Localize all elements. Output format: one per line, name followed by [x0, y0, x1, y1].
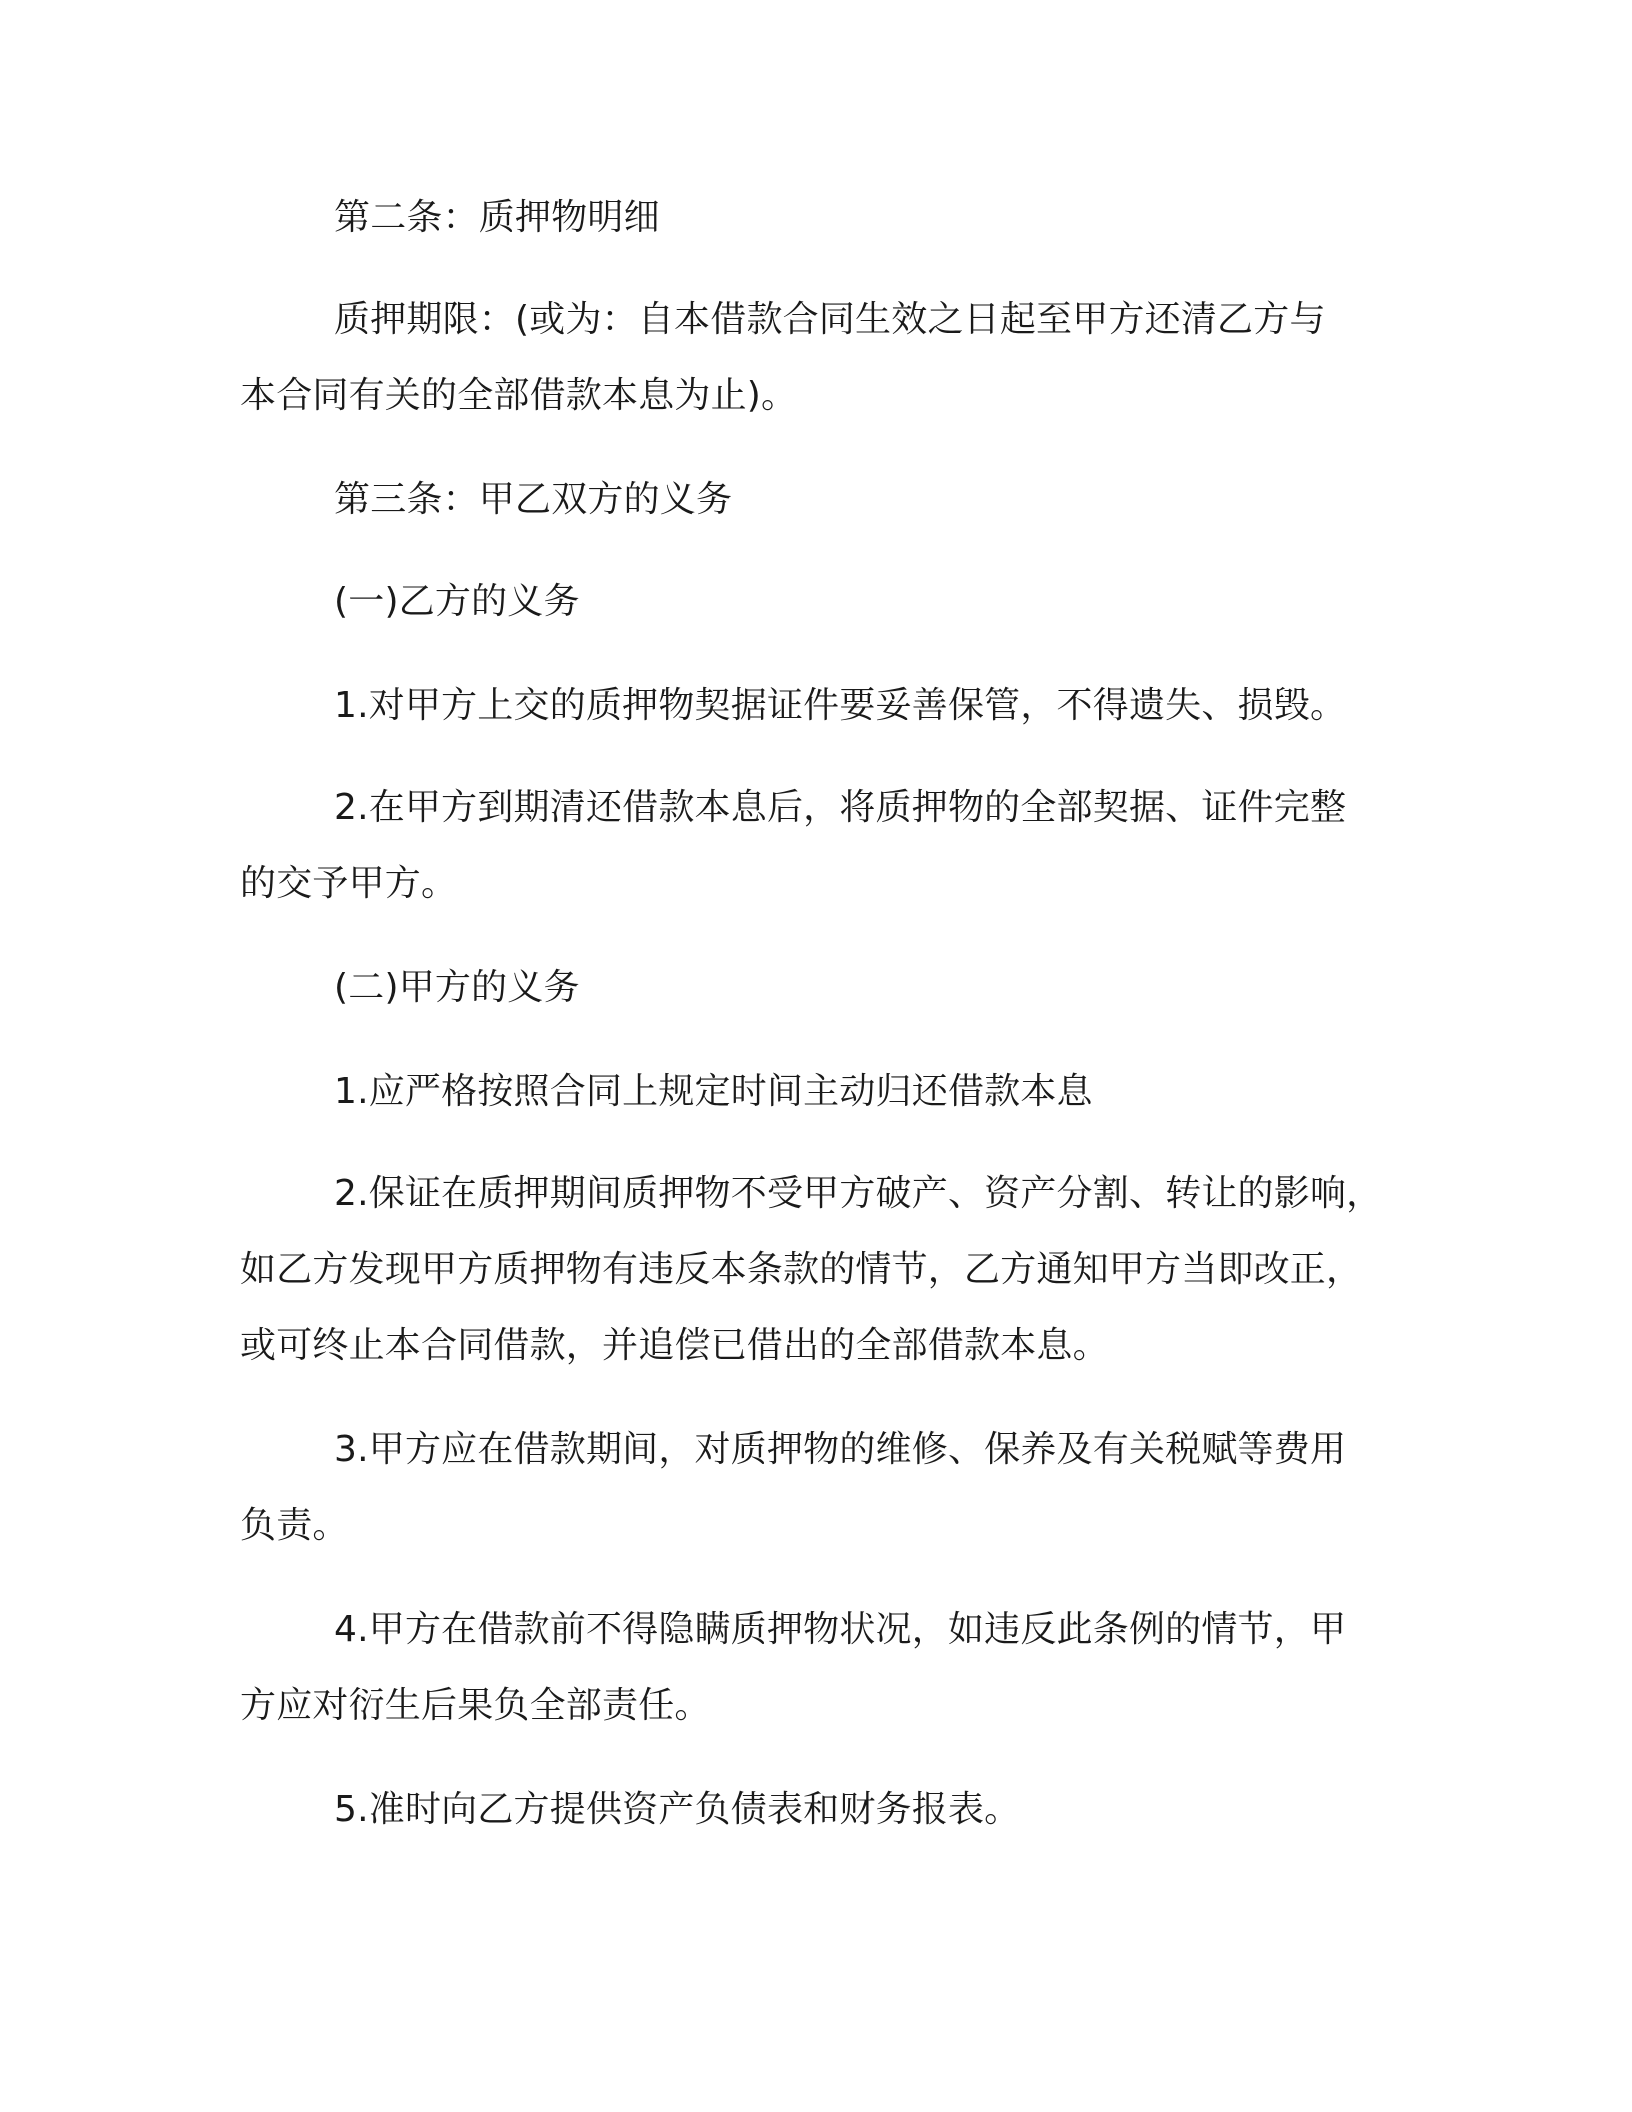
party-a-item-3-line-1: 3.甲方应在借款期间，对质押物的维修、保养及有关税赋等费用 [334, 1429, 1347, 1470]
article2-heading: 第二条：质押物明细 [334, 197, 660, 238]
party-b-obligations-heading: (一)乙方的义务 [334, 581, 580, 622]
party-a-item-2-line-1: 2.保证在质押期间质押物不受甲方破产、资产分割、转让的影响， [334, 1173, 1383, 1214]
pledge-term-line-1: 质押期限：(或为：自本借款合同生效之日起至甲方还清乙方与 [334, 299, 1326, 340]
article3-heading: 第三条：甲乙双方的义务 [334, 479, 733, 520]
party-b-item-2-line-2: 的交予甲方。 [240, 863, 458, 904]
party-a-item-4-line-1: 4.甲方在借款前不得隐瞒质押物状况，如违反此条例的情节，甲 [334, 1609, 1347, 1650]
party-a-item-2-line-2: 如乙方发现甲方质押物有违反本条款的情节，乙方通知甲方当即改正， [240, 1249, 1363, 1290]
party-a-item-1: 1.应严格按照合同上规定时间主动归还借款本息 [334, 1071, 1093, 1112]
party-a-item-5: 5.准时向乙方提供资产负债表和财务报表。 [334, 1789, 1021, 1830]
party-b-item-2-line-1: 2.在甲方到期清还借款本息后，将质押物的全部契据、证件完整 [334, 787, 1347, 828]
pledge-term-line-2: 本合同有关的全部借款本息为止)。 [240, 375, 798, 416]
party-a-item-4-line-2: 方应对衍生后果负全部责任。 [240, 1685, 711, 1726]
party-a-item-3-line-2: 负责。 [240, 1505, 349, 1546]
party-b-item-1: 1.对甲方上交的质押物契据证件要妥善保管，不得遗失、损毁。 [334, 685, 1347, 726]
party-a-obligations-heading: (二)甲方的义务 [334, 967, 580, 1008]
party-a-item-2-line-3: 或可终止本合同借款，并追偿已借出的全部借款本息。 [240, 1325, 1109, 1366]
